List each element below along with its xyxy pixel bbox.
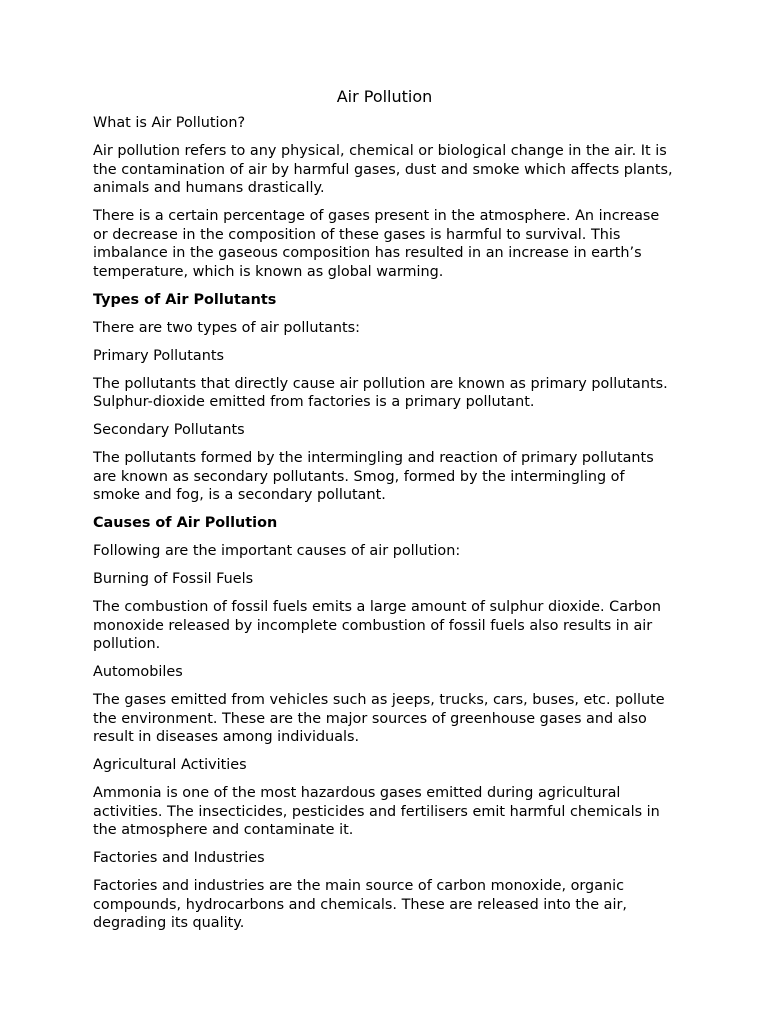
subheading-primary-pollutants: Primary Pollutants [93, 347, 224, 364]
paragraph-fossil-fuels: The combustion of fossil fuels emits a large amount of sulphur dioxide. Carbon monoxide released by incomplete combustion of fossil fuels also results in air pollution. [93, 599, 661, 652]
paragraph-causes-intro: Following are the important causes of air pollution: [93, 543, 461, 559]
subheading-secondary-pollutants: Secondary Pollutants [93, 422, 245, 438]
paragraph-two-types: There are two types of air pollutants: [93, 319, 361, 336]
paragraph-primary-pollutants: The pollutants that directly cause air pollution are known as primary pollutants. Sulphur-dioxide emitted from factories is a primary pollutant. [93, 375, 668, 410]
heading-causes-of-air-pollution: Causes of Air Pollution [93, 515, 278, 531]
subheading-burning-of-fossil-fuels: Burning of Fossil Fuels [93, 571, 254, 587]
paragraph-agricultural-activities: Ammonia is one of the most hazardous gases emitted during agricultural activities. The insecticides, pesticides and fertilisers emit harmful chemicals in the atmosphere and contaminate it. [93, 785, 660, 838]
question-what-is-air-pollution: What is Air Pollution? [93, 115, 246, 131]
subheading-agricultural-activities: Agricultural Activities [93, 757, 247, 773]
paragraph-secondary-pollutants: The pollutants formed by the intermingling and reaction of primary pollutants are known as secondary pollutants. Smog, formed by the intermingling of smoke and fog, is a secondary pollutant. [93, 450, 654, 503]
paragraph-global-warming: There is a certain percentage of gases present in the atmosphere. An increase or decrease in the composition of these gases is harmful to survival. This imbalance in the gaseous composition has resulted in an increase in earth’s temperature, which is known as global warming. [93, 208, 660, 280]
paragraph-automobiles: The gases emitted from vehicles such as jeeps, trucks, cars, buses, etc. pollute the environment. These are the major sources of greenhouse gases and also result in diseases among individuals. [93, 692, 665, 745]
document-title: Air Pollution [336, 87, 433, 106]
heading-types-of-air-pollutants: Types of Air Pollutants [93, 291, 277, 308]
subheading-automobiles: Automobiles [93, 664, 183, 680]
paragraph-definition: Air pollution refers to any physical, chemical or biological change in the air. It is the contamination of air by harmful gases, dust and smoke which affects plants, animals and humans drastically. [93, 143, 673, 196]
paragraph-factories-and-industries: Factories and industries are the main source of carbon monoxide, organic compounds, hydrocarbons and chemicals. These are released into the air, degrading its quality. [93, 878, 627, 931]
subheading-factories-and-industries: Factories and Industries [93, 850, 265, 866]
